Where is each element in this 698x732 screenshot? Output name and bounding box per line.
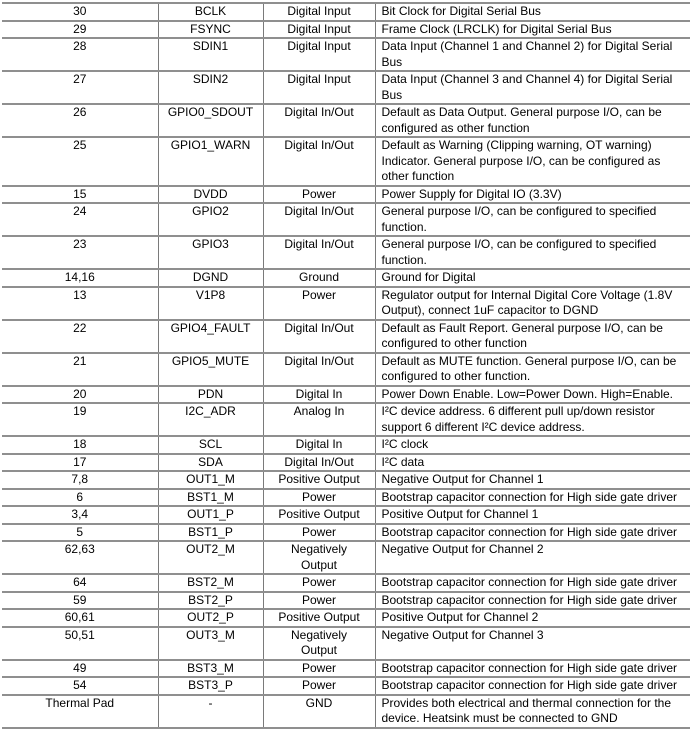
type-cell: Digital In/Out: [263, 320, 375, 353]
name-cell: [158, 38, 263, 71]
pin-cell: 17: [2, 454, 158, 472]
name-cell: [158, 386, 263, 404]
pin-cell: 19: [2, 403, 158, 436]
pin-name-label: BST3_M: [187, 660, 234, 675]
table-row: [2, 269, 690, 287]
table-row: [2, 541, 690, 574]
pin-cell: 23: [2, 236, 158, 269]
type-cell: Ground: [263, 269, 375, 287]
pin-cell: 14,16: [2, 269, 158, 287]
description-cell: General purpose I/O, can be configured to specified function.: [375, 236, 690, 269]
type-cell: Digital In/Out: [263, 454, 375, 472]
description-cell: Negative Output for Channel 3: [375, 627, 690, 660]
pin-name-label: OUT2_M: [186, 542, 235, 556]
description-cell: Default as Warning (Clipping warning, OT warning) Indicator. General purpose I/O, can be configured as other function: [375, 137, 690, 186]
pin-name-label: GPIO2: [192, 204, 229, 218]
description-cell: I²C clock: [375, 436, 690, 454]
pin-cell: 13: [2, 287, 158, 320]
pin-cell: 60,61: [2, 609, 158, 627]
type-cell: Power: [263, 524, 375, 542]
pin-description-table: [2, 2, 690, 729]
name-cell: [158, 236, 263, 269]
pin-cell: 27: [2, 71, 158, 104]
table-row: [2, 436, 690, 454]
table-row: [2, 71, 690, 104]
pin-name-label: BST1_P: [188, 524, 233, 539]
table-row: [2, 236, 690, 269]
description-cell: Default as Data Output. General purpose I/O, can be configured as other function: [375, 104, 690, 137]
description-cell: Bootstrap capacitor connection for High side gate driver: [375, 524, 690, 542]
pin-cell: 50,51: [2, 627, 158, 660]
pin-name-label: GPIO5_MUTE: [171, 353, 250, 368]
pin-name-label: FSYNC: [190, 21, 231, 36]
name-cell: [158, 506, 263, 524]
name-cell: [158, 287, 263, 320]
pin-name-label: OUT1_M: [186, 472, 235, 486]
pin-name-label: SDIN1: [192, 39, 229, 53]
table-row: [2, 203, 690, 236]
type-cell: Digital In: [263, 386, 375, 404]
type-cell: Power: [263, 287, 375, 320]
description-cell: I²C data: [375, 454, 690, 472]
pin-name-label: SDIN2: [192, 72, 229, 86]
table-row: [2, 454, 690, 472]
table-row: [2, 287, 690, 320]
pin-cell: 5: [2, 524, 158, 542]
type-cell: Digital Input: [263, 3, 375, 21]
name-cell: [158, 71, 263, 104]
table-row: [2, 660, 690, 678]
pin-name-label: GPIO3: [192, 237, 229, 251]
pin-cell: 64: [2, 574, 158, 592]
pin-name-label: DGND: [192, 270, 229, 284]
name-cell: [158, 269, 263, 287]
table-row: [2, 506, 690, 524]
name-cell: [158, 541, 263, 574]
name-cell: [158, 353, 263, 386]
pin-name-label: BCLK: [194, 4, 227, 18]
pin-name-label: OUT3_M: [186, 627, 235, 642]
description-cell: Data Input (Channel 1 and Channel 2) for Digital Serial Bus: [375, 38, 690, 71]
pin-cell: 21: [2, 353, 158, 386]
description-cell: Negative Output for Channel 1: [375, 471, 690, 489]
type-cell: Power: [263, 489, 375, 507]
name-cell: [158, 574, 263, 592]
type-cell: Digital In/Out: [263, 353, 375, 386]
table-row: [2, 403, 690, 436]
name-cell: [158, 436, 263, 454]
type-cell: Digital Input: [263, 21, 375, 39]
pin-cell: 25: [2, 137, 158, 186]
type-cell: Power: [263, 592, 375, 610]
pin-name-label: DVDD: [193, 186, 228, 201]
table-row: [2, 353, 690, 386]
pin-name-label: BST2_P: [188, 592, 233, 607]
pin-cell: 7,8: [2, 471, 158, 489]
name-cell: [158, 203, 263, 236]
pin-name-label: I2C_ADR: [185, 404, 236, 418]
pin-cell: 15: [2, 186, 158, 204]
description-cell: Provides both electrical and thermal connection for the device. Heatsink must be connected to GND: [375, 695, 690, 728]
description-cell: Negative Output for Channel 2: [375, 541, 690, 574]
description-cell: Default as MUTE function. General purpose I/O, can be configured to other function.: [375, 353, 690, 386]
pin-name-label: BST1_M: [187, 489, 234, 504]
name-cell: [158, 454, 263, 472]
description-cell: I²C device address. 6 different pull up/down resistor support 6 different I²C device address.: [375, 403, 690, 436]
description-cell: Bootstrap capacitor connection for High side gate driver: [375, 489, 690, 507]
table-row: [2, 471, 690, 489]
description-cell: Bootstrap capacitor connection for High side gate driver: [375, 660, 690, 678]
pin-cell: 49: [2, 660, 158, 678]
name-cell: [158, 627, 263, 660]
table-row: [2, 320, 690, 353]
table-row: [2, 186, 690, 204]
table-row: [2, 21, 690, 39]
pin-cell: 62,63: [2, 541, 158, 574]
table-row: [2, 677, 690, 695]
pin-cell: 22: [2, 320, 158, 353]
pin-name-label: GPIO4_FAULT: [170, 320, 251, 335]
name-cell: [158, 186, 263, 204]
pin-name-label: -: [208, 695, 213, 710]
description-cell: Positive Output for Channel 1: [375, 506, 690, 524]
table-row: [2, 104, 690, 137]
name-cell: [158, 104, 263, 137]
pin-cell: 18: [2, 436, 158, 454]
name-cell: [158, 609, 263, 627]
table-row: [2, 38, 690, 71]
table-row: [2, 592, 690, 610]
type-cell: Digital In: [263, 436, 375, 454]
table-row: [2, 574, 690, 592]
description-cell: General purpose I/O, can be configured to specified function.: [375, 203, 690, 236]
type-cell: Positive Output: [263, 471, 375, 489]
type-cell: Power: [263, 660, 375, 678]
name-cell: [158, 320, 263, 353]
pin-cell: 3,4: [2, 506, 158, 524]
pin-cell: 59: [2, 592, 158, 610]
name-cell: [158, 592, 263, 610]
table-row: [2, 609, 690, 627]
pin-cell: 20: [2, 386, 158, 404]
description-cell: Data Input (Channel 3 and Channel 4) for Digital Serial Bus: [375, 71, 690, 104]
type-cell: Digital In/Out: [263, 236, 375, 269]
type-cell: Negatively Output: [263, 627, 375, 660]
description-cell: Bootstrap capacitor connection for High side gate driver: [375, 677, 690, 695]
description-cell: Bootstrap capacitor connection for High side gate driver: [375, 574, 690, 592]
type-cell: Digital Input: [263, 71, 375, 104]
name-cell: [158, 21, 263, 39]
pin-table-body: [2, 3, 690, 728]
type-cell: Digital In/Out: [263, 203, 375, 236]
pin-cell: 28: [2, 38, 158, 71]
description-cell: Bootstrap capacitor connection for High side gate driver: [375, 592, 690, 610]
name-cell: [158, 471, 263, 489]
type-cell: GND: [263, 695, 375, 728]
description-cell: Positive Output for Channel 2: [375, 609, 690, 627]
pin-name-label: OUT2_P: [187, 610, 234, 624]
pin-cell: Thermal Pad: [2, 695, 158, 728]
pin-cell: 54: [2, 677, 158, 695]
type-cell: Power: [263, 186, 375, 204]
table-row: [2, 695, 690, 728]
name-cell: [158, 524, 263, 542]
name-cell: [158, 403, 263, 436]
pin-name-label: $\overline{PDN}$: [197, 386, 224, 401]
pin-cell: 30: [2, 3, 158, 21]
name-cell: [158, 660, 263, 678]
name-cell: [158, 137, 263, 186]
pin-cell: 6: [2, 489, 158, 507]
description-cell: Ground for Digital: [375, 269, 690, 287]
pin-name-label: BST2_M: [187, 575, 234, 589]
type-cell: Digital In/Out: [263, 104, 375, 137]
name-cell: [158, 695, 263, 728]
table-row: [2, 137, 690, 186]
description-cell: Power Down Enable. Low=Power Down. High=Enable.: [375, 386, 690, 404]
type-cell: Positive Output: [263, 506, 375, 524]
name-cell: [158, 3, 263, 21]
name-cell: [158, 489, 263, 507]
table-row: [2, 386, 690, 404]
description-cell: Frame Clock (LRCLK) for Digital Serial Bus: [375, 21, 690, 39]
description-cell: Power Supply for Digital IO (3.3V): [375, 186, 690, 204]
pin-cell: 26: [2, 104, 158, 137]
pin-name-label: OUT1_P: [187, 507, 234, 521]
table-row: [2, 524, 690, 542]
table-row: [2, 627, 690, 660]
description-cell: Regulator output for Internal Digital Core Voltage (1.8V Output), connect 1uF capacitor to DGND: [375, 287, 690, 320]
type-cell: Power: [263, 677, 375, 695]
type-cell: Negatively Output: [263, 541, 375, 574]
type-cell: Digital In/Out: [263, 137, 375, 186]
pin-name-label: V1P8: [195, 287, 226, 302]
pin-name-label: SCL: [198, 437, 223, 451]
pin-cell: 24: [2, 203, 158, 236]
pin-name-label: SDA: [198, 454, 223, 469]
type-cell: Digital Input: [263, 38, 375, 71]
table-row: [2, 3, 690, 21]
pin-name-label: GPIO0_SDOUT: [167, 105, 254, 119]
description-cell: Default as Fault Report. General purpose I/O, can be configured to other function: [375, 320, 690, 353]
table-row: [2, 489, 690, 507]
description-cell: Bit Clock for Digital Serial Bus: [375, 3, 690, 21]
pin-name-label: BST3_P: [188, 678, 233, 692]
pin-name-label: GPIO1_WARN: [170, 138, 251, 152]
name-cell: [158, 677, 263, 695]
type-cell: Analog In: [263, 403, 375, 436]
type-cell: Positive Output: [263, 609, 375, 627]
type-cell: Power: [263, 574, 375, 592]
pin-cell: 29: [2, 21, 158, 39]
